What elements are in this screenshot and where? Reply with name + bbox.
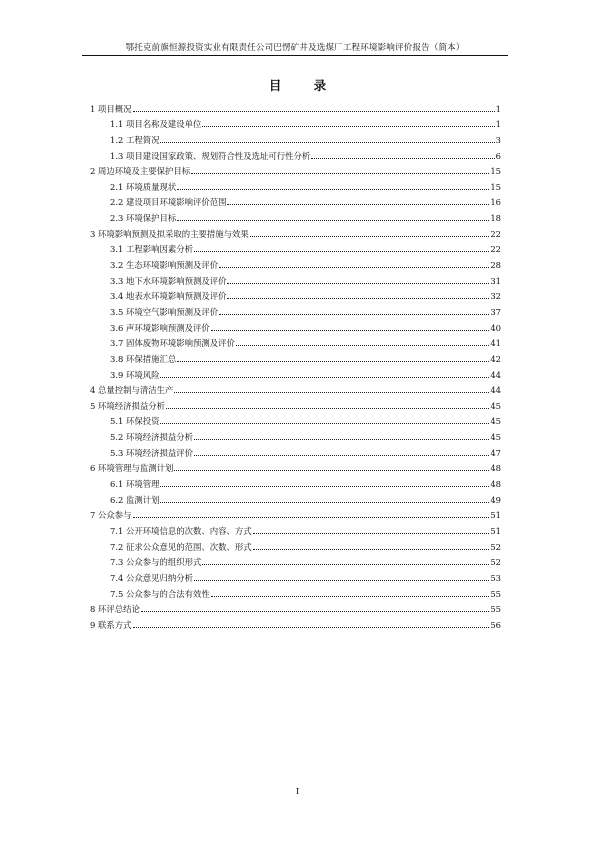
toc-entry-label: 1.2 工程简况 [110, 134, 160, 145]
toc-entry[interactable] [90, 583, 501, 599]
toc-dot-leader [133, 627, 490, 628]
toc-dot-leader [227, 298, 489, 299]
toc-entry[interactable] [90, 442, 501, 458]
toc-entry-label: 7.2 征求公众意见的范围、次数、形式 [110, 541, 252, 552]
toc-entry-label: 3.3 地下水环境影响预测及评价 [110, 275, 227, 286]
toc-entry-page: 22 [490, 228, 501, 239]
toc-dot-leader [160, 502, 489, 503]
toc-entry-page: 22 [490, 244, 501, 255]
toc-entry[interactable] [90, 333, 501, 349]
toc-entry[interactable] [90, 567, 501, 583]
toc-entry[interactable] [90, 301, 501, 317]
toc-entry-page: 3 [495, 134, 501, 145]
toc-entry[interactable] [90, 129, 501, 145]
toc-entry-label: 1.1 项目名称及建设单位 [110, 119, 202, 130]
toc-entry-page: 16 [490, 197, 501, 208]
toc-entry-label: 7.5 公众参与的合法有效性 [110, 588, 210, 599]
toc-entry-label: 3 环境影响预测及拟采取的主要措施与效果 [90, 228, 249, 239]
toc-entry-page: 53 [490, 572, 501, 583]
toc-entry-label: 2.2 建设项目环境影响评价范围 [110, 197, 227, 208]
toc-entry-page: 44 [490, 385, 501, 396]
toc-entry-page: 41 [490, 338, 501, 349]
toc-dot-leader [253, 533, 490, 534]
toc-dot-leader [133, 111, 495, 112]
toc-entry-label: 9 联系方式 [90, 619, 132, 630]
toc-entry-label: 6.1 环境管理 [110, 479, 160, 490]
toc-entry[interactable] [90, 192, 501, 208]
toc-entry[interactable] [90, 599, 501, 615]
toc-entry-page: 6 [495, 150, 501, 161]
toc-dot-leader [174, 392, 489, 393]
toc-entry[interactable] [90, 473, 501, 489]
toc-entry-page: 18 [490, 213, 501, 224]
toc-entry-label: 1.3 项目建设国家政策、规划符合性及选址可行性分析 [110, 150, 311, 161]
toc-entry[interactable] [90, 458, 501, 474]
toc-entry[interactable] [90, 552, 501, 568]
toc-dot-leader [177, 220, 489, 221]
toc-dot-leader [160, 377, 489, 378]
toc-entry-label: 4 总量控制与清洁生产 [90, 385, 174, 396]
toc-entry[interactable] [90, 395, 501, 411]
toc-entry-page: 52 [490, 541, 501, 552]
toc-entry[interactable] [90, 286, 501, 302]
toc-entry[interactable] [90, 348, 501, 364]
toc-dot-leader [211, 596, 490, 597]
toc-dot-leader [227, 204, 489, 205]
toc-dot-leader [174, 470, 489, 471]
toc-entry-label: 8 环评总结论 [90, 604, 140, 615]
toc-entry-label: 6.2 监测计划 [110, 494, 160, 505]
toc-entry-label: 5 环境经济损益分析 [90, 400, 165, 411]
toc-dot-leader [177, 361, 489, 362]
toc-entry-page: 55 [490, 588, 501, 599]
toc-entry-label: 6 环境管理与监测计划 [90, 463, 174, 474]
toc-entry-page: 28 [490, 260, 501, 271]
toc-entry-page: 42 [490, 353, 501, 364]
toc-entry-label: 2 周边环境及主要保护目标 [90, 166, 191, 177]
toc-entry-page: 48 [490, 463, 501, 474]
toc-entry-label: 3.1 工程影响因素分析 [110, 244, 193, 255]
toc-entry-label: 7.3 公众参与的组织形式 [110, 557, 202, 568]
toc-dot-leader [177, 189, 489, 190]
running-header: 鄂托克前旗恒源投资实业有限责任公司巴愣矿井及选煤厂工程环境影响评价报告（简本） [125, 43, 465, 53]
toc-entry-label: 7 公众参与 [90, 510, 132, 521]
toc-entry-label: 2.1 环境质量现状 [110, 181, 177, 192]
toc-entry-page: 47 [490, 447, 501, 458]
toc-dot-leader [202, 564, 489, 565]
toc-dot-leader [166, 408, 489, 409]
toc-dot-leader [133, 517, 490, 518]
toc-entry-label: 5.1 环保投资 [110, 416, 160, 427]
toc-dot-leader [202, 126, 494, 127]
toc-entry[interactable] [90, 270, 501, 286]
toc-entry-page: 37 [490, 306, 501, 317]
toc-entry[interactable] [90, 411, 501, 427]
toc-dot-leader [194, 455, 489, 456]
toc-entry-page: 40 [490, 322, 501, 333]
toc-entry[interactable] [90, 161, 501, 177]
toc-entry[interactable] [90, 614, 501, 630]
toc-entry-label: 5.2 环境经济损益分析 [110, 432, 193, 443]
toc-entry[interactable] [90, 223, 501, 239]
toc-entry-label: 3.2 生态环境影响预测及评价 [110, 260, 219, 271]
toc-dot-leader [160, 142, 494, 143]
toc-dot-leader [250, 236, 490, 237]
toc-dot-leader [211, 330, 490, 331]
toc-entry[interactable] [90, 145, 501, 161]
toc-dot-leader [236, 345, 489, 346]
toc-entry-label: 3.7 固体废物环境影响预测及评价 [110, 338, 235, 349]
toc-entry-page: 48 [490, 479, 501, 490]
toc-entry-page: 15 [490, 181, 501, 192]
toc-dot-leader [191, 173, 489, 174]
toc-dot-leader [194, 580, 489, 581]
toc-entry[interactable] [90, 254, 501, 270]
toc-entry[interactable] [90, 114, 501, 130]
toc-entry-label: 7.1 公开环境信息的次数、内容、方式 [110, 525, 252, 536]
toc-entry-page: 45 [490, 416, 501, 427]
toc-dot-leader [160, 423, 489, 424]
toc-dot-leader [253, 549, 490, 550]
toc-dot-leader [227, 283, 489, 284]
header-rule [82, 55, 508, 56]
toc-entry-page: 32 [490, 291, 501, 302]
toc-entry-page: 1 [495, 119, 501, 130]
toc-entry[interactable] [90, 207, 501, 223]
toc-dot-leader [194, 251, 489, 252]
toc-entry-page: 1 [495, 103, 501, 114]
toc-dot-leader [141, 611, 489, 612]
toc-entry[interactable] [90, 98, 501, 114]
table-of-contents [90, 98, 501, 630]
toc-entry-page: 44 [490, 369, 501, 380]
toc-entry-label: 3.6 声环境影响预测及评价 [110, 322, 210, 333]
toc-dot-leader [194, 439, 489, 440]
toc-entry[interactable] [90, 489, 501, 505]
toc-dot-leader [160, 486, 489, 487]
toc-entry-page: 52 [490, 557, 501, 568]
toc-dot-leader [219, 314, 489, 315]
toc-entry[interactable] [90, 426, 501, 442]
toc-entry[interactable] [90, 520, 501, 536]
toc-entry-page: 56 [490, 619, 501, 630]
toc-dot-leader [311, 158, 494, 159]
toc-entry-page: 45 [490, 400, 501, 411]
toc-entry[interactable] [90, 505, 501, 521]
toc-entry[interactable] [90, 536, 501, 552]
toc-entry-page: 31 [490, 275, 501, 286]
toc-entry[interactable] [90, 239, 501, 255]
toc-entry-label: 3.8 环保措施汇总 [110, 353, 177, 364]
toc-entry-label: 2.3 环境保护目标 [110, 213, 177, 224]
toc-entry-page: 51 [490, 525, 501, 536]
toc-entry-label: 3.5 环境空气影响预测及评价 [110, 306, 219, 317]
toc-entry-page: 55 [490, 604, 501, 615]
toc-entry-page: 15 [490, 166, 501, 177]
toc-entry-page: 45 [490, 432, 501, 443]
toc-entry-page: 49 [490, 494, 501, 505]
toc-entry-label: 5.3 环境经济损益评价 [110, 447, 193, 458]
page-number: I [295, 787, 300, 797]
toc-entry-label: 3.4 地表水环境影响预测及评价 [110, 291, 227, 302]
toc-dot-leader [219, 267, 489, 268]
toc-entry-label: 3.9 环境风险 [110, 369, 160, 380]
toc-entry-label: 1 项目概况 [90, 103, 132, 114]
toc-entry[interactable] [90, 317, 501, 333]
toc-title: 目 录 [268, 78, 341, 93]
toc-entry-label: 7.4 公众意见归纳分析 [110, 572, 193, 583]
toc-entry-page: 51 [490, 510, 501, 521]
toc-entry[interactable] [90, 364, 501, 380]
toc-entry[interactable] [90, 176, 501, 192]
toc-entry[interactable] [90, 380, 501, 396]
